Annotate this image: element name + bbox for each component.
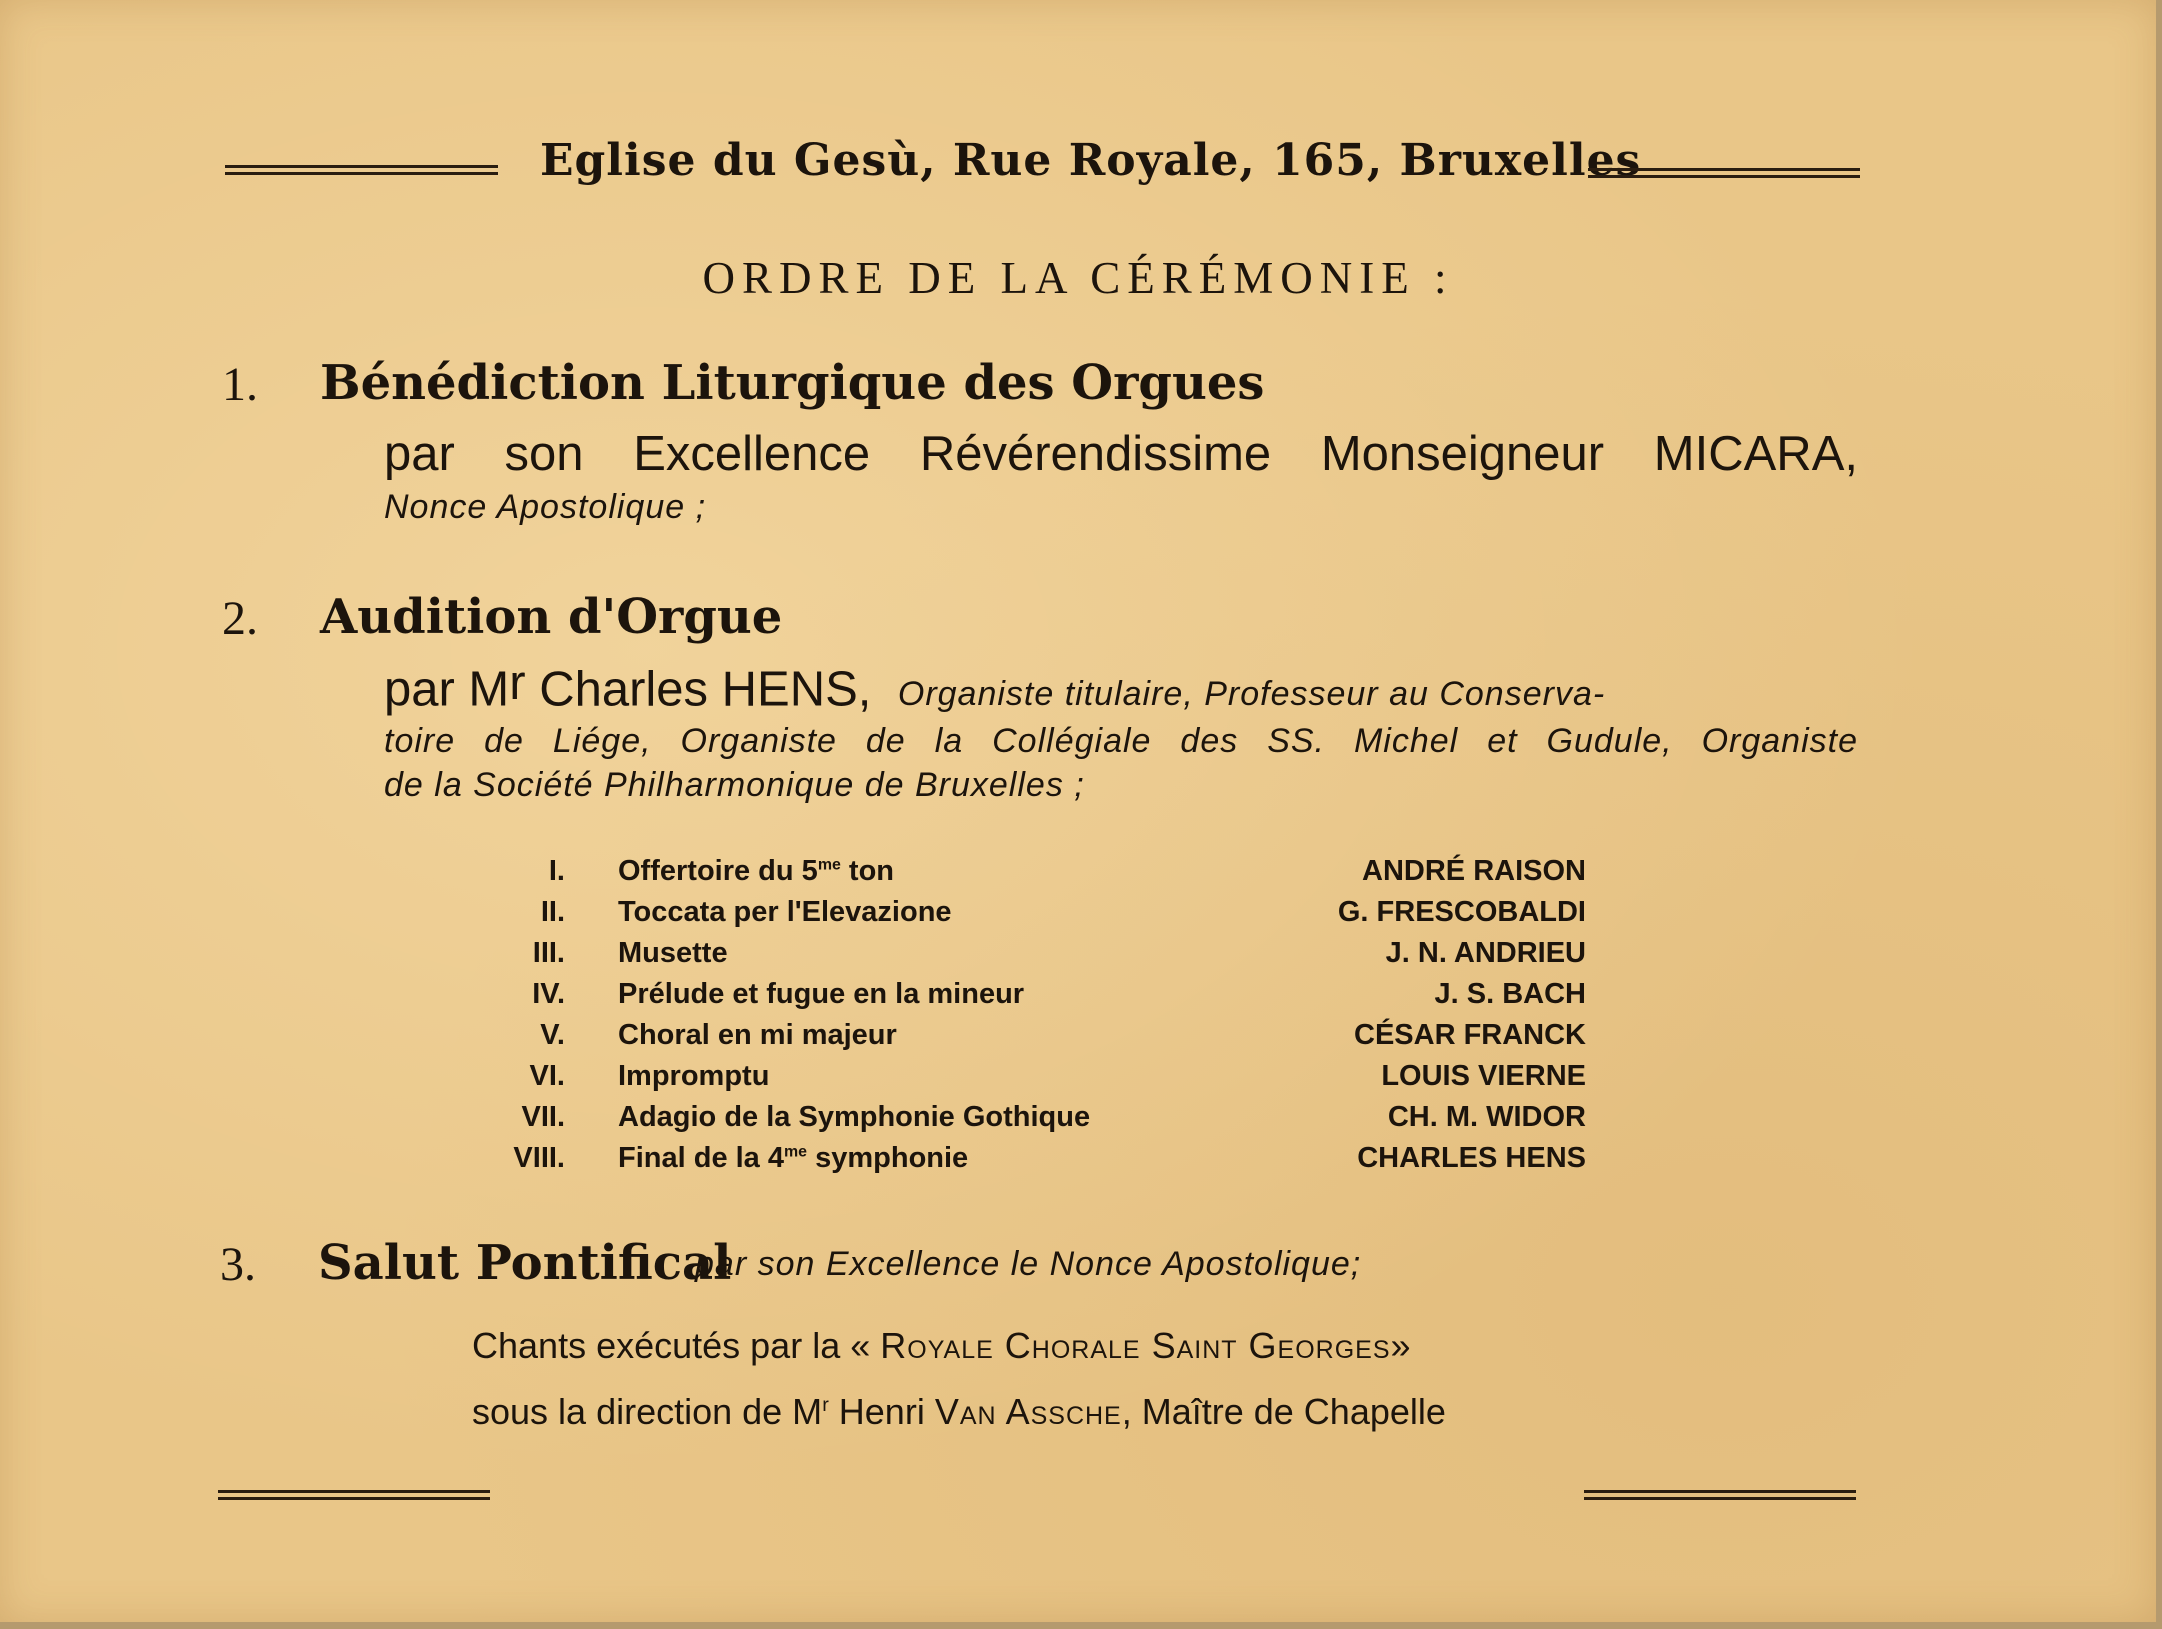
program-row	[0, 937, 2156, 977]
program-title	[618, 896, 952, 929]
program-composer: ANDRÉ RAISON	[1362, 855, 1586, 887]
program-composer: G. FRESCOBALDI	[1337, 896, 1586, 928]
program-row	[0, 1060, 2156, 1100]
program-number: V.	[540, 1019, 565, 1051]
item-heading: Bénédiction Liturgique des Orgues	[320, 355, 1265, 411]
program-composer: LOUIS VIERNE	[1381, 1060, 1586, 1092]
footer-rule-right	[1584, 1490, 1856, 1500]
performer-name: Charles HENS,	[525, 662, 872, 717]
program-title-text: Offertoire du 5	[618, 855, 818, 887]
program-composer: J. N. ANDRIEU	[1385, 937, 1586, 969]
item-subheading: par son Excellence le Nonce Apostolique;	[695, 1245, 1362, 1283]
performer-desc-line: de la Société Philharmonique de Bruxelles ;	[384, 766, 1085, 804]
program-number: VI.	[529, 1060, 565, 1092]
program-title	[618, 855, 894, 888]
choral-text: sous la direction de M	[472, 1391, 823, 1432]
program-number: III.	[532, 937, 565, 969]
item-heading: Audition d'Orgue	[320, 589, 783, 645]
program-title	[618, 1101, 1090, 1134]
header-rule-left	[225, 165, 498, 175]
choral-sup: r	[822, 1394, 829, 1416]
program-title	[618, 1142, 968, 1175]
program-title-sup: me	[784, 1143, 808, 1161]
program-composer: J. S. BACH	[1434, 978, 1586, 1010]
program-title-text: Adagio de la Symphonie Gothique	[618, 1101, 1091, 1133]
choral-line	[472, 1391, 1446, 1433]
program-number: II.	[540, 896, 565, 928]
performer-desc: Organiste titulaire, Professeur au Conserva-	[897, 675, 1606, 714]
ceremony-title: ORDRE DE LA CÉRÉMONIE :	[702, 253, 1454, 303]
item-subline: Nonce Apostolique ;	[384, 488, 707, 526]
item-number: 2.	[222, 592, 258, 645]
program-row	[0, 1019, 2156, 1059]
program-number: VIII.	[513, 1142, 565, 1174]
choir-name: Royale Chorale Saint Georges	[880, 1325, 1391, 1366]
program-title-text: Prélude et fugue en la mineur	[618, 978, 1025, 1010]
program-title-text: Toccata per l'Elevazione	[618, 896, 952, 928]
item-number: 3.	[220, 1238, 256, 1291]
program-number: I.	[548, 855, 565, 887]
program-row	[0, 1101, 2156, 1141]
program-title-text: Impromptu	[618, 1060, 770, 1092]
choral-text: Henri	[828, 1391, 925, 1432]
program-row	[0, 1142, 2156, 1182]
program-title	[618, 978, 1024, 1011]
program-number: VII.	[521, 1101, 565, 1133]
program-row	[0, 896, 2156, 936]
program-title	[618, 1060, 769, 1093]
program-row	[0, 855, 2156, 895]
program-title-text: ton	[840, 855, 895, 887]
performer-desc-line: toire de Liége, Organiste de la Collégiale des SS. Michel et Gudule, Organiste	[384, 722, 1858, 760]
performer-prefix: par M	[384, 662, 510, 717]
program-title-text: symphonie	[807, 1142, 969, 1174]
header-rule-right	[1588, 168, 1860, 178]
choral-line	[472, 1325, 1411, 1367]
performer-sup: r	[509, 656, 526, 710]
item-heading: Salut Pontifical	[318, 1235, 732, 1291]
program-title-text: Final de la 4	[618, 1142, 784, 1174]
venue-header: Eglise du Gesù, Rue Royale, 165, Bruxelles	[540, 135, 1642, 186]
program-composer: CHARLES HENS	[1357, 1142, 1586, 1174]
program-title	[618, 937, 728, 970]
program-title-text: Musette	[618, 937, 728, 969]
program-title-text: Choral en mi majeur	[618, 1019, 897, 1051]
program-row	[0, 978, 2156, 1018]
choral-quote: »	[1390, 1325, 1411, 1366]
footer-rule-left	[218, 1490, 490, 1500]
item-number: 1.	[222, 358, 258, 411]
choral-text: , Maître de Chapelle	[1121, 1391, 1446, 1432]
program-composer: CÉSAR FRANCK	[1354, 1019, 1586, 1051]
program-number: IV.	[532, 978, 565, 1010]
program-composer: CH. M. WIDOR	[1387, 1101, 1586, 1133]
director-name: Van Assche	[934, 1391, 1122, 1432]
program-title-sup: me	[817, 856, 841, 874]
item-line: par son Excellence Révérendissime Monseigneur MICARA,	[384, 427, 1858, 481]
program-title	[618, 1019, 897, 1052]
choral-text: Chants exécutés par la «	[472, 1325, 871, 1366]
performer-line	[384, 655, 1858, 717]
